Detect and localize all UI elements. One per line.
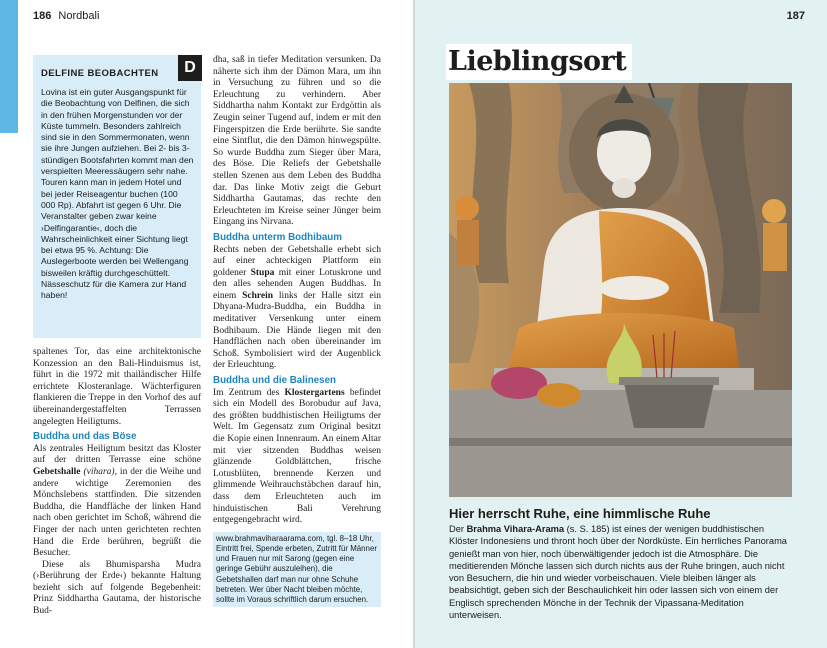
subheading-buddha-evil: Buddha und das Böse	[33, 431, 137, 443]
paragraph	[213, 388, 381, 527]
infobox-body: Lovina ist ein guter Ausgangspunkt für die Beobachtung von Delfinen, die sich in den frühen Morgenstunden vor der Küste tummeln. Besonders zahlreich sind sie in den Sommermonaten, wenn sie ihre Jungen aufziehen. Bei 2- bis 3-stündigen Bootsfahrten kommt man den verspielten Meeressäugern sehr nahe. Touren kann man in jedem Hotel und bei jeder Reiseagentur buchen (100 000 Rp). Abfahrt ist gegen 6 Uhr. Die Veranstalter geben zwar keine ›Delfingarantie‹, doch die Wahrscheinlichkeit einer Sichtung liegt bei etwa 95 %. Achtung: Die Auslegerboote werden bei Wellengang bisweilen kräftig durchgeschüttelt. Nässeschutz für die Kamera zur Hand haben!	[41, 87, 194, 301]
keyword-shrine: Schrein	[242, 290, 274, 301]
favorite-place-title: Lieblingsort	[446, 44, 632, 80]
paragraph	[449, 523, 792, 621]
paragraph: Diese als Bhumisparsha Mudra (›Berührung der Erde‹) bekannte Haltung bezieht sich auf folgende Begebenheit: Prinz Siddhartha Gautama, der historische Bud-	[33, 559, 201, 617]
text-span: Rechts neben der Gebetshalle erhebt sich auf einer achteckigen Plattform ein goldener	[213, 244, 381, 278]
text-span: befindet sich ein Modell des Borobudur auf Java, des größten buddhistischen Heiligtums der Welt. Im Gegensatz zum Original besitzt die Kopie einen Innenraum. An einem Altar mit vier sitzenden Buddhas weisen glänzende Goldblättchen, frische Lotusblüten, brennende Kerzen und glimmende Weihrauchstäbchen darauf hin, dass dem Erleuchteten auch im hinduistischen Bali Verehrung entgegengebracht wird.	[213, 387, 381, 526]
buddha-statue-photo	[449, 83, 792, 497]
text-span: Im Zentrum des	[213, 387, 285, 398]
infobox-title: DELFINE BEOBACHTEN	[41, 68, 159, 79]
keyword-stupa: Stupa	[250, 267, 275, 278]
feature-headline: Hier herrscht Ruhe, eine himmlische Ruhe	[449, 506, 711, 521]
text-span: mit einer Lotuskrone und den alles sehenden Augen Buddhas. In einem	[213, 267, 381, 301]
text-span: in der die Weihe und andere wichtige Zeremonien des Mönchslebens stattfinden. Die sitzenden Buddha, die Handfläche der linken Hand nach oben gerichtet im Schoß, während die Finger der nach unten gerichteten rechten Hand die Erde berühren, begrüßt die Besucher.	[33, 466, 201, 559]
text-span: Der	[449, 524, 467, 534]
keyword-prayer-hall: Gebetshalle	[33, 466, 81, 477]
paragraph	[213, 245, 381, 373]
text-span: (s. S. 185) ist eines der wenigen buddhistischen Klöster Indonesiens und thront hoch über der Nordküste. Ein herrliches Panorama genießt man von hier, noch überwältigender jedoch ist die Atmosphäre. Die meditierenden Mönche lassen sich durch nichts aus der Ruhe bringen, auch nicht von Besuchern, die hin und wieder vorbeischauen. Viele bleiben länger als beabsichtigt, geben sich der Beschaulichkeit hin oder lassen sich von einem der Englisch sprechenden Mönche in der Technik der Vipassana-Meditation unterweisen.	[449, 524, 787, 621]
left-column-text	[33, 347, 201, 618]
chapter-tab	[0, 0, 18, 133]
feature-text	[449, 523, 792, 621]
subheading-bodhi-tree: Buddha unterm Bodhibaum	[213, 231, 342, 243]
dolphin-infobox	[33, 55, 201, 338]
text-span: links der Halle sitzt ein Dhyana-Mudra-Buddha, ein Buddha in meditativer Versenkung unter einem Bodhibaum. Die Hände liegen mit den Handflächen nach oben übereinander im Schoß. Symbolisiert wird der Augenblick der Erleuchtung.	[213, 290, 381, 371]
right-page-number: 187	[786, 10, 805, 22]
buddha-statue-illustration	[449, 83, 792, 497]
paragraph: dha, saß in tiefer Meditation versunken. Da näherte sich ihm der Dämon Mara, um ihn in Versuchung zu führen und so die Erleuchtung zu verhindern. Aber Siddhartha nahm Kontakt zur Erdgöttin als Zeugin seiner Tugend auf, indem er mit den Fingerspitzen die Erde berührte. Sie sandte eine Sintflut, die den Dämon hinwegspülte. So wurde Buddha zum Sieger über Mara, des Böse. Die Reliefs der Gebetshalle stellen Szenen aus dem Leben des Buddha dar. Das linke Motiv zeigt die Geburt Siddhartha Gautamas, das rechte den Erleuchteten im Kreise seiner Jünger beim Eingang ins Nirvana.	[213, 55, 381, 228]
keyword-brahma-vihara: Brahma Vihara-Arama	[466, 524, 565, 534]
subheading-balinese: Buddha und die Balinesen	[213, 375, 337, 387]
text-span: (vihara),	[80, 466, 117, 477]
visitor-info: www.brahmaviharaarama.com, tgl. 8–18 Uhr, Eintritt frei, Spende erbeten, Zutritt für Männer und Frauen nur mit Sarong (gegen eine geringe Gebühr auszuleihen), die Gebetshallen darf man nur ohne Schuhe betreten. Wer über Nacht bleiben möchte, sollte im Voraus schriftlich darum ersuchen.	[213, 532, 381, 607]
right-column-text	[213, 55, 381, 607]
paragraph	[33, 444, 201, 560]
text-span: Als zentrales Heiligtum besitzt das Kloster auf der dritten Terrasse eine schöne	[33, 443, 201, 466]
keyword-monastery-garden: Klostergartens	[284, 387, 345, 398]
left-page-header	[33, 10, 99, 22]
left-page-number: 186	[33, 10, 52, 22]
section-title: Nordbali	[58, 10, 100, 22]
infobox-badge: D	[178, 55, 202, 81]
paragraph: spaltenes Tor, das eine architektonische Konzession an den Bali-Hinduismus ist, führt in die 1972 mit thailändischer Hilfe errichtete Klosteranlage. Wächterfiguren flankieren die Treppe in den Vorhof des auf übereinandergestaffelten Terrassen angelegten Heiligtums.	[33, 347, 201, 427]
